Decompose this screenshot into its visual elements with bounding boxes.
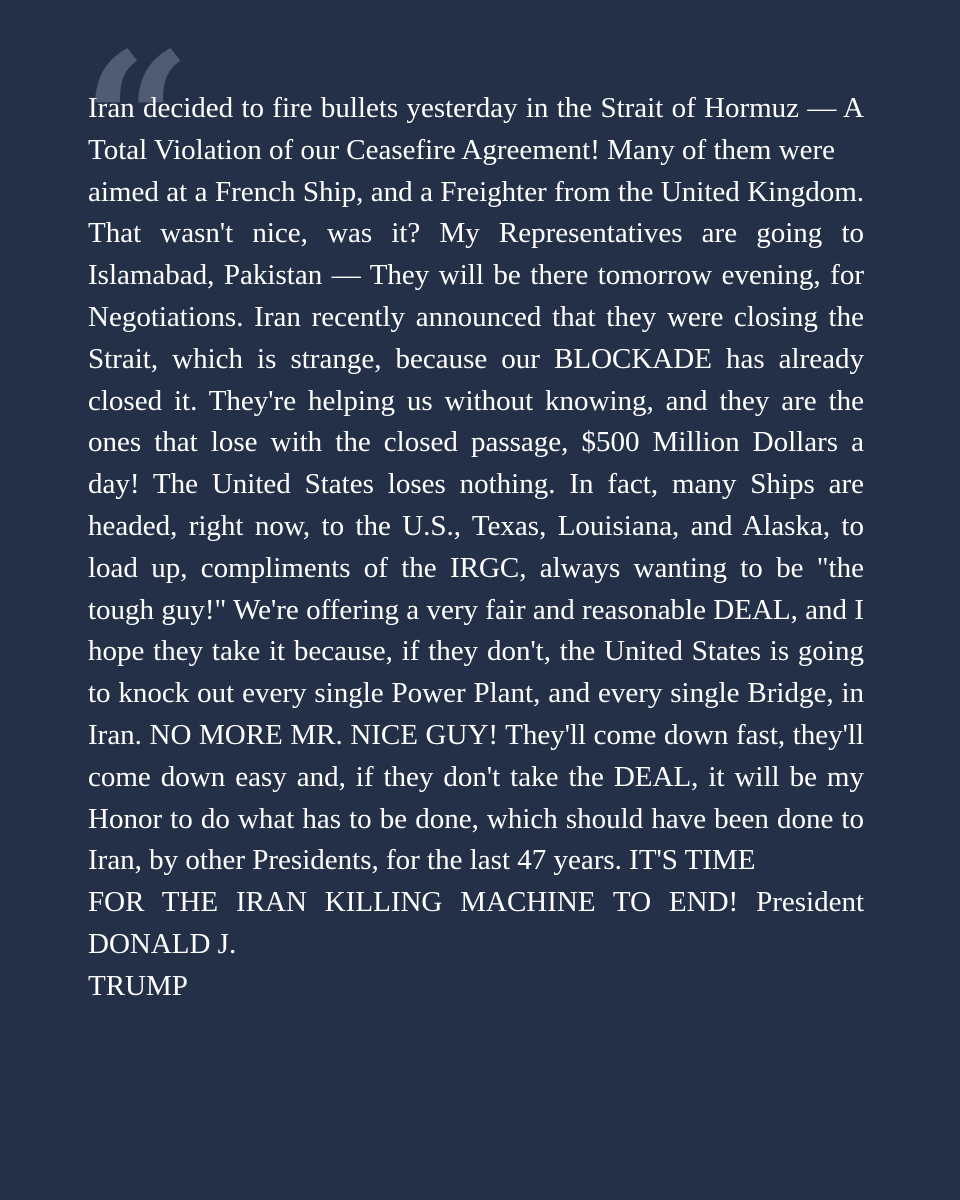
quote-paragraph-3: FOR THE IRAN KILLING MACHINE TO END! President DONALD J. (88, 886, 864, 960)
quote-paragraph-2: aimed at a French Ship, and a Freighter from the United Kingdom. That wasn't nice, was it? My Representatives are going to Islamabad, Pakistan — They will be there tomorrow evening, for Negotiations. Iran recently announced that they were closing the Strait, which is strange, because our BLOCKADE has already closed it. They're helping us without knowing, and they are the ones that lose with the closed passage, $500 Million Dollars a day! The United States loses nothing. In fact, many Ships are headed, right now, to the U.S., Texas, Louisiana, and Alaska, to load up, compliments of the IRGC, always wanting to be "the tough guy!" We're offering a very fair and reasonable DEAL, and I hope they take it because, if they don't, the United States is going to knock out every single Power Plant, and every single Bridge, in Iran. NO MORE MR. NICE GUY! They'll come down fast, they'll come down easy and, if they don't take the DEAL, it will be my Honor to do what has to be done, which should have been done to Iran, by other Presidents, for the last 47 years. IT'S TIME (88, 175, 864, 877)
quote-signature: TRUMP (88, 969, 188, 1002)
quote-paragraph-1: Iran decided to fire bullets yesterday in the Strait of Hormuz — A Total Violation of our Ceasefire Agreement! Many of them were (88, 92, 864, 166)
quote-mark-icon: “ (82, 11, 192, 234)
quote-text (88, 88, 864, 1008)
